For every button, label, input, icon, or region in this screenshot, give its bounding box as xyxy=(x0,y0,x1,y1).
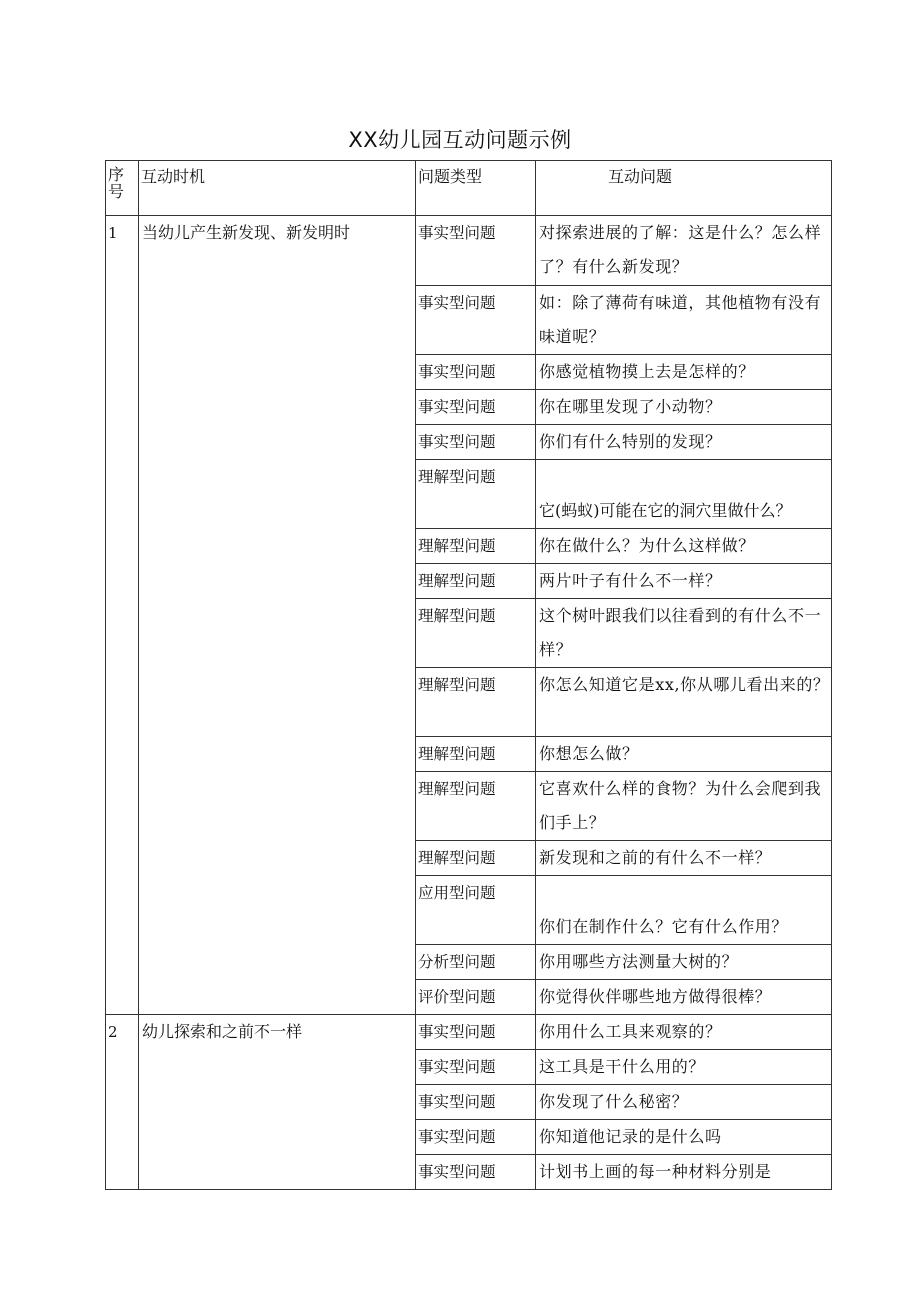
question-text: 对探索进展的了解：这是什么？怎么样了？有什么新发现？ xyxy=(536,216,832,286)
question-text: 你在做什么？为什么这样做？ xyxy=(536,529,832,564)
cell-spacer xyxy=(539,876,831,910)
question-text: 计划书上画的每一种材料分别是 xyxy=(536,1155,832,1190)
question-text: 这工具是干什么用的？ xyxy=(536,1050,832,1085)
question-cell xyxy=(536,460,832,529)
question-type: 事实型问题 xyxy=(416,425,536,460)
question-type: 事实型问题 xyxy=(416,1120,536,1155)
header-question: 互动问题 xyxy=(536,161,832,216)
question-text: 它(蚂蚁)可能在它的洞穴里做什么？ xyxy=(539,501,792,520)
question-text: 你用什么工具来观察的？ xyxy=(536,1015,832,1050)
question-text: 你用哪些方法测量大树的？ xyxy=(536,945,832,980)
question-type: 应用型问题 xyxy=(416,876,536,945)
document-title: XX幼儿园互动问题示例 xyxy=(348,128,572,152)
question-text: 你觉得伙伴哪些地方做得很棒？ xyxy=(536,980,832,1015)
header-type: 问题类型 xyxy=(416,161,536,216)
question-type: 分析型问题 xyxy=(416,945,536,980)
header-timing: 互动时机 xyxy=(139,161,416,216)
table-header-row xyxy=(106,161,832,216)
question-text: 你们在制作什么？它有什么作用？ xyxy=(539,917,789,936)
question-text: 新发现和之前的有什么不一样？ xyxy=(536,841,832,876)
question-type: 理解型问题 xyxy=(416,772,536,841)
question-text: 如：除了薄荷有味道，其他植物有没有味道呢？ xyxy=(536,286,832,355)
question-type: 理解型问题 xyxy=(416,460,536,529)
question-type: 理解型问题 xyxy=(416,841,536,876)
question-type: 理解型问题 xyxy=(416,668,536,737)
question-text: 这个树叶跟我们以往看到的有什么不一样？ xyxy=(536,599,832,668)
questions-table xyxy=(105,160,832,1190)
question-type: 事实型问题 xyxy=(416,355,536,390)
question-text: 它喜欢什么样的食物？为什么会爬到我们手上？ xyxy=(536,772,832,841)
group-num: 2 xyxy=(106,1015,139,1190)
question-text: 两片叶子有什么不一样？ xyxy=(536,564,832,599)
header-num: 序号 xyxy=(106,161,139,216)
question-cell xyxy=(536,876,832,945)
question-type: 事实型问题 xyxy=(416,1015,536,1050)
question-text: 你知道他记录的是什么吗 xyxy=(536,1120,832,1155)
table-row xyxy=(106,1015,832,1050)
question-type: 事实型问题 xyxy=(416,1085,536,1120)
cell-spacer xyxy=(539,460,831,494)
question-type: 评价型问题 xyxy=(416,980,536,1015)
question-text: 你在哪里发现了小动物？ xyxy=(536,390,832,425)
question-text: 你怎么知道它是xx,你从哪儿看出来的？ xyxy=(536,668,832,737)
question-type: 事实型问题 xyxy=(416,1155,536,1190)
question-text: 你感觉植物摸上去是怎样的？ xyxy=(536,355,832,390)
question-type: 事实型问题 xyxy=(416,286,536,355)
question-type: 事实型问题 xyxy=(416,216,536,286)
question-type: 理解型问题 xyxy=(416,599,536,668)
question-type: 事实型问题 xyxy=(416,1050,536,1085)
question-type: 理解型问题 xyxy=(416,529,536,564)
group-timing: 幼儿探索和之前不一样 xyxy=(139,1015,416,1190)
question-type: 理解型问题 xyxy=(416,737,536,772)
group-num: 1 xyxy=(106,216,139,1015)
question-type: 事实型问题 xyxy=(416,390,536,425)
question-text: 你发现了什么秘密？ xyxy=(536,1085,832,1120)
question-type: 理解型问题 xyxy=(416,564,536,599)
group-timing: 当幼儿产生新发现、新发明时 xyxy=(139,216,416,1015)
question-text: 你想怎么做？ xyxy=(536,737,832,772)
table-row xyxy=(106,216,832,286)
question-text: 你们有什么特别的发现？ xyxy=(536,425,832,460)
